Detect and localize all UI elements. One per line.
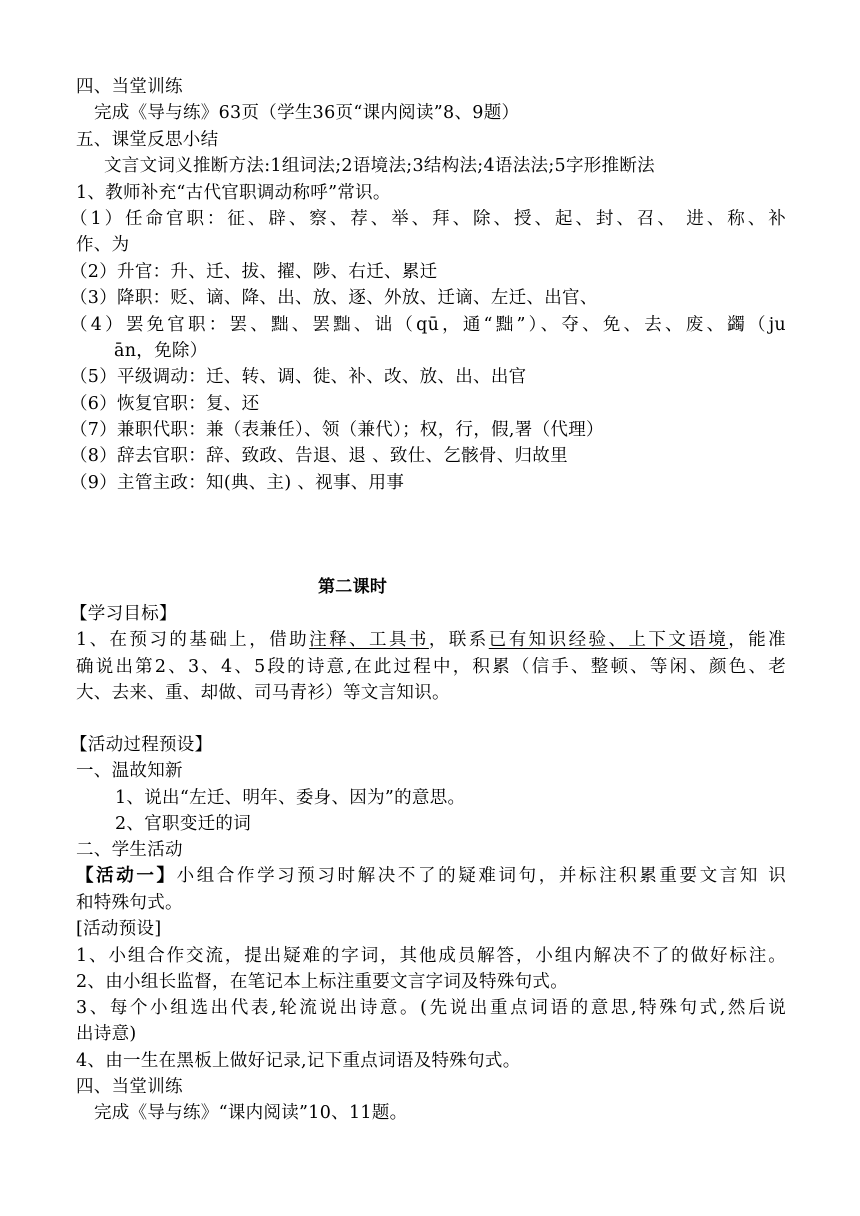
list-item: （9）主管主政：知(典、主) 、视事、用事 [70, 473, 405, 493]
activity-heading: 二、学生活动 [76, 840, 183, 860]
activity-1-line-2: 和特殊句式。 [76, 893, 183, 913]
list-item: （3）降职：贬、谪、降、出、放、逐、外放、迁谪、左迁、出官、 [70, 288, 598, 308]
activity-1-line: 【活动一】小组合作学习预习时解决不了的疑难词句，并标注积累重要文言知 识 [76, 866, 786, 886]
list-item: （2）升官：升、迁、拔、擢、陟、右迁、累迁 [70, 262, 438, 282]
lesson-title: 第二课时 [318, 577, 388, 597]
practice-task-2: 完成《导与练》“课内阅读”10、11题。 [94, 1103, 408, 1123]
list-item: （5）平级调动：迁、转、调、徙、补、改、放、出、出官 [70, 367, 527, 387]
list-item: ān，免除） [114, 341, 208, 361]
supplement-title: 1、教师补充“古代官职调动称呼”常识。 [76, 183, 391, 203]
review-item: 1、说出“左迁、明年、委身、因为”的意思。 [115, 788, 466, 808]
list-item: 作、为 [76, 235, 130, 255]
preset-item: 4、由一生在黑板上做好记录,记下重点词语及特殊句式。 [76, 1051, 521, 1071]
list-item: （1）任命官职：征、辟、察、荐、举、拜、除、授、起、封、召、 进、称、补 [70, 209, 786, 229]
goal-heading: 【学习目标】 [70, 604, 177, 624]
preset-item: 1、小组合作交流，提出疑难的字词，其他成员解答，小组内解决不了的做好标注。 [76, 946, 786, 966]
practice-task-1: 完成《导与练》63页（学生36页“课内阅读”8、9题） [94, 103, 520, 123]
list-item: （8）辞去官职：辞、致政、告退、退 、致仕、乞骸骨、归故里 [70, 446, 568, 466]
heading-reflection: 五、课堂反思小结 [76, 130, 219, 150]
goal-line-3: 大、去来、重、却做、司马青衫）等文言知识。 [76, 683, 450, 703]
goal-line-1: 1、在预习的基础上，借助注释、工具书，联系已有知识经验、上下文语境，能准 [76, 630, 786, 650]
process-heading: 【活动过程预设】 [70, 735, 213, 755]
preset-item: 3、每个小组选出代表,轮流说出诗意。(先说出重点词语的意思,特殊句式,然后说 [76, 998, 786, 1018]
heading-practice-1: 四、当堂训练 [76, 77, 183, 97]
review-heading: 一、温故知新 [76, 761, 183, 781]
list-item: （7）兼职代职：兼（表兼任）、领（兼代）；权，行，假,署（代理） [70, 420, 604, 440]
preset-item: 出诗意) [76, 1024, 137, 1044]
review-item: 2、官职变迁的词 [115, 814, 252, 834]
preset-item: 2、由小组长监督，在笔记本上标注重要文言字词及特殊句式。 [76, 972, 569, 992]
goal-line-2: 确说出第2、3、4、5段的诗意,在此过程中，积累（信手、整顿、等闲、颜色、老 [76, 657, 786, 677]
heading-practice-2: 四、当堂训练 [76, 1077, 183, 1097]
list-item: （4）罢免官职：罢、黜、罢黜、诎（qū，通“黜”）、夺、免、去、废、蠲（ju [70, 315, 786, 335]
methods-line: 文言文词义推断方法:1组词法;2语境法;3结构法;4语法法;5字形推断法 [104, 156, 655, 176]
preset-heading: [活动预设] [76, 919, 162, 939]
list-item: （6）恢复官职：复、还 [70, 394, 260, 414]
